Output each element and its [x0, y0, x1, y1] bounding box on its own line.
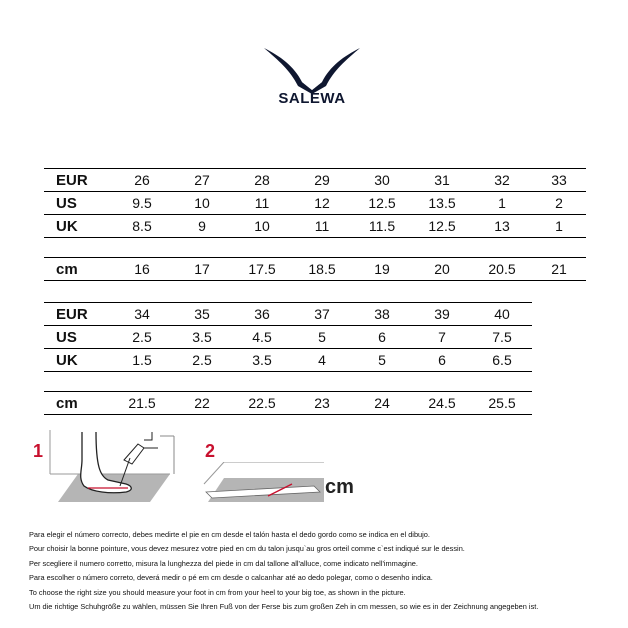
table-cell: 38 [352, 303, 412, 326]
table-cell: 13.5 [412, 192, 472, 215]
table-cell: 1 [532, 215, 586, 238]
table-row-us [44, 192, 586, 215]
table-cell: 24 [352, 392, 412, 415]
table-cell: 10 [232, 215, 292, 238]
table-cell: 4.5 [232, 326, 292, 349]
table-cell: 12.5 [412, 215, 472, 238]
eagle-icon [262, 46, 362, 96]
row-label: US [44, 192, 112, 215]
table-row-cm [44, 392, 532, 415]
table-cell: 34 [112, 303, 172, 326]
table-cell: 35 [172, 303, 232, 326]
brand-name: SALEWA [278, 90, 346, 107]
instruction-it: Per scegliere il numero corretto, misura la lunghezza del piede in cm dal tallone all'alluce, come indicato nell'immagine. [29, 558, 418, 568]
table-cell: 7.5 [472, 326, 532, 349]
table-cell: 3.5 [232, 349, 292, 372]
table-cell: 10 [172, 192, 232, 215]
table-cell: 5 [292, 326, 352, 349]
row-label: US [44, 326, 112, 349]
table-row-uk [44, 215, 586, 238]
table-cell: 6 [352, 326, 412, 349]
table-cell: 37 [292, 303, 352, 326]
instruction-fr: Pour choisir la bonne pointure, vous devez mesurez votre pied en cm du talon jusqu`au gros orteil comme c`est indiqué sur le dessin. [29, 544, 465, 554]
table-row-uk [44, 349, 532, 372]
table-cell: 2.5 [112, 326, 172, 349]
row-label: UK [44, 349, 112, 372]
table-cell: 9.5 [112, 192, 172, 215]
table-cell: 3.5 [172, 326, 232, 349]
table-cell: 21 [532, 258, 586, 281]
table-cell: 29 [292, 169, 352, 192]
table-row-eur [44, 303, 532, 326]
row-label: EUR [44, 169, 112, 192]
table-cell: 11 [232, 192, 292, 215]
table-cell: 9 [172, 215, 232, 238]
table-cell: 39 [412, 303, 472, 326]
table-cell: 18.5 [292, 258, 352, 281]
table-cell: 1.5 [112, 349, 172, 372]
table-cell: 6.5 [472, 349, 532, 372]
table-cell: 24.5 [412, 392, 472, 415]
table-cell: 20.5 [472, 258, 532, 281]
table-cell: 20 [412, 258, 472, 281]
table-cell: 17.5 [232, 258, 292, 281]
table-cell: 6 [412, 349, 472, 372]
table-cell: 40 [472, 303, 532, 326]
table-cell: 33 [532, 169, 586, 192]
table-cell: 2 [532, 192, 586, 215]
table-cell: 23 [292, 392, 352, 415]
table-cell: 2.5 [172, 349, 232, 372]
table-cell: 21.5 [112, 392, 172, 415]
table-cell: 11.5 [352, 215, 412, 238]
instruction-es: Para elegir el número correcto, debes medirte el pie en cm desde el talón hasta el dedo gordo como se indica en el dibujo. [29, 530, 430, 539]
ruler-icon [202, 462, 324, 508]
step-2-number: 2 [205, 441, 216, 461]
table-cell: 25.5 [472, 392, 532, 415]
table-cell: 4 [292, 349, 352, 372]
step-1-number: 1 [33, 441, 44, 461]
foot-measure-icon [48, 430, 178, 510]
instruction-en: To choose the right size you should measure your foot in cm from your heel to your big toe, as shown in the picture. [29, 587, 406, 597]
cm-table-1 [44, 257, 586, 281]
row-label: cm [44, 392, 112, 415]
table-cell: 13 [472, 215, 532, 238]
table-cell: 7 [412, 326, 472, 349]
instructions [29, 528, 619, 614]
table-cell: 26 [112, 169, 172, 192]
cm-label: cm [325, 476, 354, 498]
table-cell: 30 [352, 169, 412, 192]
row-label: UK [44, 215, 112, 238]
table-cell: 22.5 [232, 392, 292, 415]
table-cell: 16 [112, 258, 172, 281]
table-cell: 17 [172, 258, 232, 281]
cm-table-2 [44, 391, 532, 415]
table-cell: 12 [292, 192, 352, 215]
table-cell: 1 [472, 192, 532, 215]
instruction-pt: Para escolher o número correto, deverá medir o pé em cm desde o calcanhar até ao dedo polegar, como o desenho indica. [29, 573, 433, 583]
table-row-us [44, 326, 532, 349]
table-cell: 22 [172, 392, 232, 415]
size-table-2 [44, 302, 532, 372]
table-cell: 27 [172, 169, 232, 192]
instruction-de: Um die richtige Schuhgröße zu wählen, müssen Sie Ihren Fuß von der Ferse bis zum großen Zeh in cm messen, so wie es in der Zeichnung angegeben ist. [29, 602, 539, 612]
table-cell: 36 [232, 303, 292, 326]
table-cell: 31 [412, 169, 472, 192]
table-cell: 5 [352, 349, 412, 372]
row-label: EUR [44, 303, 112, 326]
table-cell: 19 [352, 258, 412, 281]
table-row-cm [44, 258, 586, 281]
table-cell: 12.5 [352, 192, 412, 215]
table-cell: 32 [472, 169, 532, 192]
table-cell: 11 [292, 215, 352, 238]
table-row-eur [44, 169, 586, 192]
table-cell: 8.5 [112, 215, 172, 238]
table-cell: 28 [232, 169, 292, 192]
row-label: cm [44, 258, 112, 281]
size-table-1 [44, 168, 586, 238]
